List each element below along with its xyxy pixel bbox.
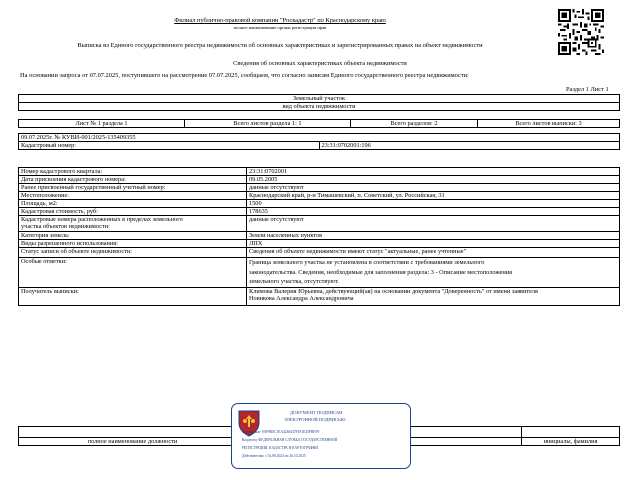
table-row [19,216,620,232]
row-value-line: земельного участка, отсутствуют. [249,278,339,285]
row-value [247,288,620,306]
doc-title: Выписка из Единого государственного реестра недвижимости об основных характеристиках и зарегистрированных правах на объект недвижимости [77,42,483,49]
table-row [19,240,620,248]
row-label-line: Кадастровые номера расположенных в пределах земельного [21,216,183,223]
sections-total: Всего разделов: 2 [351,120,478,128]
row-value: данные отсутствуют [247,184,620,192]
name-caption: инициалы, фамилия [522,438,620,446]
row-value: 23:31:0702001 [247,168,620,176]
sheet-info-table [18,119,620,128]
org-caption: полное наименование органа регистрации прав [233,25,327,30]
table-row [19,232,620,240]
position-caption: полное наименование должности [19,438,247,446]
row-value [247,258,620,288]
sheet-number: Лист № 1 раздела 1 [19,120,185,128]
stamp-owner-1: Владелец: ФЕДЕРАЛЬНАЯ СЛУЖБА ГОСУДАРСТВЕННОЙ [242,438,338,442]
row-value: ЛПХ [247,240,620,248]
object-type-caption: вид объекта недвижимости [19,103,620,111]
stamp-owner-2: РЕГИСТРАЦИИ, КАДАСТРА И КАРТОГРАФИИ [242,446,318,450]
position-cell [19,427,247,438]
row-value: 1500 [247,200,620,208]
row-label: Особые отметки: [19,258,247,288]
row-label: Получатель выписки: [19,288,247,306]
cadastral-value: 23:31:0702001:196 [319,142,620,150]
doc-date-number: 09.07.2025г. № КУВИ-001/2025-135409355 [19,134,620,142]
row-value: Земли населенных пунктов [247,232,620,240]
row-label-line: участка объектов недвижимости: [21,223,110,230]
cadastral-label: Кадастровый номер: [19,142,320,150]
e-signature-stamp [231,403,411,469]
row-label: Ранее присвоенный государственный учетный номер: [19,184,247,192]
table-row [19,258,620,288]
stamp-title-2: ЭЛЕКТРОННОЙ ПОДПИСЬЮ [284,417,346,422]
object-type-table [18,94,620,111]
table-row [19,176,620,184]
table-row [19,184,620,192]
table-row [19,288,620,306]
row-value: данные отсутствуют [247,216,620,232]
row-value-line: законодательства. Сведения, необходимые для заполнения раздела: 3 - Описание местоположения [249,268,513,276]
row-value: 09.05.2005 [247,176,620,184]
row-label: Местоположение: [19,192,247,200]
stamp-cert: Сертификат: 00F98DC1EA4238447F3F1E25FBEF9 [242,430,320,434]
table-row [19,200,620,208]
qr-code [558,9,604,55]
row-value: 178635 [247,208,620,216]
table-row [19,208,620,216]
row-value: Краснодарский край, р-н Тимашевский, п. Советский, ул. Российская, 31 [247,192,620,200]
row-label [19,216,247,232]
row-label: Категория земель: [19,232,247,240]
sheets-total: Всего листов выписки: 3 [478,120,620,128]
sheets-in-section: Всего листов раздела 1: 1 [185,120,351,128]
row-value-line: Граница земельного участка не установлена в соответствии с требованиями земельного [249,259,485,266]
row-label: Площадь, м2: [19,200,247,208]
cadastral-table [18,133,620,150]
section-title: Сведения об основных характеристиках объекта недвижимости [233,60,407,67]
table-row [19,248,620,258]
row-label: Номер кадастрового квартала: [19,168,247,176]
table-row [19,192,620,200]
row-label: Кадастровая стоимость, руб: [19,208,247,216]
row-value: Сведения об объекте недвижимости имеют статус "актуальные, ранее учтенные" [247,248,620,258]
characteristics-table [18,167,620,306]
row-label: Дата присвоения кадастрового номера: [19,176,247,184]
org-title: Филиал публично-правовой компании "Роскадастр" по Краснодарскому краю [174,17,386,24]
row-value-line: Новикова Александра Александровича [249,295,354,302]
row-label: Статус записи об объекте недвижимости: [19,248,247,258]
object-type: Земельный участок [19,95,620,103]
row-value-line: Климова Валерия Юрьевна, действующий(ая) на основании документа "Доверенность" от имени заявителя [249,288,538,295]
stamp-valid: Действителен: с 02.08.2024 по 26.10.2025 [242,454,306,458]
row-label: Виды разрешенного использования: [19,240,247,248]
stamp-title-1: ДОКУМЕНТ ПОДПИСАН [290,410,343,415]
basis-text: На основании запроса от 07.07.2025, поступившего на рассмотрение 07.07.2025, сообщаем, что согласно записям Единого государственного реестра недвижимости: [20,72,469,79]
name-cell [522,427,620,438]
section-label: Раздел 1 Лист 1 [566,86,609,93]
table-row [19,168,620,176]
